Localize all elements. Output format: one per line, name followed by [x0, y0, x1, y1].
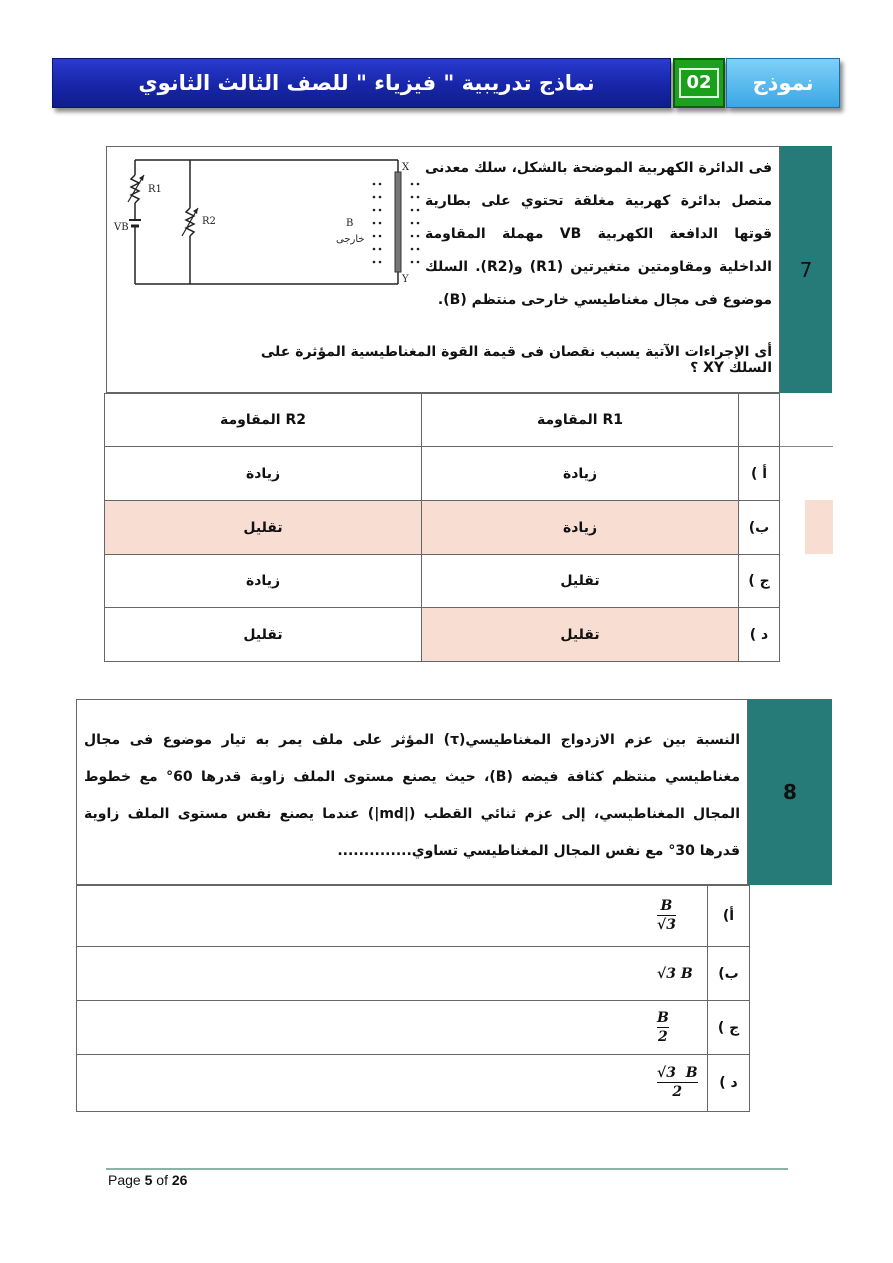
- expression: √3 B: [657, 965, 693, 982]
- q8-number: 8: [748, 699, 832, 885]
- answer-cell: [77, 1001, 708, 1055]
- q7-text: فى الدائرة الكهربية الموضحة بالشكل، سلك معدنى متصل بدائرة كهربية مغلقة تحتوي على بطارية قوتها الدافعة الكهربية VB مهملة المقاومة الداخلية ومقاومتين متغيرتين (R1) و(R2). السلك موضوع فى مجال مغناطيسي خارحى منتظم (B).: [425, 160, 772, 308]
- denominator: 2: [657, 1082, 698, 1101]
- footer-divider: [106, 1168, 788, 1170]
- option-row-b[interactable]: [77, 947, 750, 1001]
- cell-r2: تقليل: [105, 608, 422, 662]
- model-number-badge: [673, 58, 725, 108]
- fraction: [657, 1010, 669, 1046]
- total-pages: 26: [171, 1172, 188, 1188]
- fraction: [657, 1065, 698, 1101]
- option-label: ب): [708, 947, 750, 1001]
- highlight-marker: [805, 500, 833, 554]
- q8-text: النسبة بين عزم الازدواج المغناطيسي(τ) المؤثر على ملف يمر به تيار موضوع فى مجال مغناطيسي منتظم كثافة فيضه (B)، حيث يصنع مستوى الملف زاوية قدرها 60° مع خطوط المجال المغناطيسي، إلى عزم ثنائي القطب (|md|) عندما يصنع نفس مستوى الملف زاوية قدرها 30° مع نفس المجال المغناطيسي تساوي..............: [84, 732, 740, 859]
- cell-r2: زيادة: [105, 447, 422, 501]
- current-page: 5: [144, 1172, 153, 1188]
- option-row-a[interactable]: [105, 447, 780, 501]
- b-external-label: خارجى: [336, 234, 365, 245]
- q7-question: أى الإجراءات الآتية يسبب نقصان فى قيمة القوة المغناطيسية المؤثرة على السلك XY ؟: [260, 344, 772, 376]
- answer-cell: [77, 886, 708, 947]
- option-label: أ ): [739, 447, 780, 501]
- r2-label: R2: [202, 216, 216, 227]
- vb-label: VB: [114, 222, 129, 233]
- option-row-c[interactable]: [77, 1001, 750, 1055]
- q7-options-table: [104, 393, 780, 662]
- option-row-a[interactable]: [77, 886, 750, 947]
- denominator: 2: [658, 1028, 668, 1045]
- numerator: √3 B: [657, 1065, 698, 1081]
- x-label: X: [402, 162, 410, 173]
- denominator: √3: [657, 917, 676, 933]
- cell-r2: زيادة: [105, 555, 422, 608]
- answer-cell: [77, 947, 708, 1001]
- model-number: 02: [679, 68, 718, 98]
- option-row-d[interactable]: [105, 608, 780, 662]
- model-label: نموذج: [726, 58, 840, 108]
- option-row-b[interactable]: [105, 501, 780, 555]
- option-label: أ): [708, 886, 750, 947]
- header-r2: المقاومة R2: [105, 394, 422, 447]
- option-label: د ): [739, 608, 780, 662]
- cell-r1: تقليل: [422, 555, 739, 608]
- footer-of-word: of: [156, 1172, 168, 1188]
- option-label: ج ): [739, 555, 780, 608]
- numerator: B: [657, 1009, 669, 1026]
- option-row-c[interactable]: [105, 555, 780, 608]
- b-label: B: [346, 218, 354, 229]
- cell-r2: تقليل: [105, 501, 422, 555]
- page-footer: [108, 1172, 187, 1188]
- divider: [780, 446, 833, 447]
- circuit-diagram: [114, 150, 430, 292]
- header-title: نماذج تدريبية " فيزياء " للصف الثالث الثانوي: [52, 58, 671, 108]
- cell-r1: زيادة: [422, 447, 739, 501]
- q7-number: 7: [780, 146, 832, 393]
- option-label: ج ): [708, 1001, 750, 1055]
- table-header-row: [105, 394, 780, 447]
- cell-r1: تقليل: [422, 608, 739, 662]
- answer-cell: [77, 1055, 708, 1112]
- numerator: B: [660, 898, 673, 914]
- y-label: Y: [402, 274, 409, 285]
- fraction: [657, 898, 676, 934]
- option-row-d[interactable]: [77, 1055, 750, 1112]
- q8-options-table: [76, 885, 750, 1112]
- header-r1: المقاومة R1: [422, 394, 739, 447]
- footer-page-word: Page: [108, 1172, 141, 1188]
- option-label: ب): [739, 501, 780, 555]
- option-label: د ): [708, 1055, 750, 1112]
- cell-r1: زيادة: [422, 501, 739, 555]
- r1-label: R1: [148, 184, 162, 195]
